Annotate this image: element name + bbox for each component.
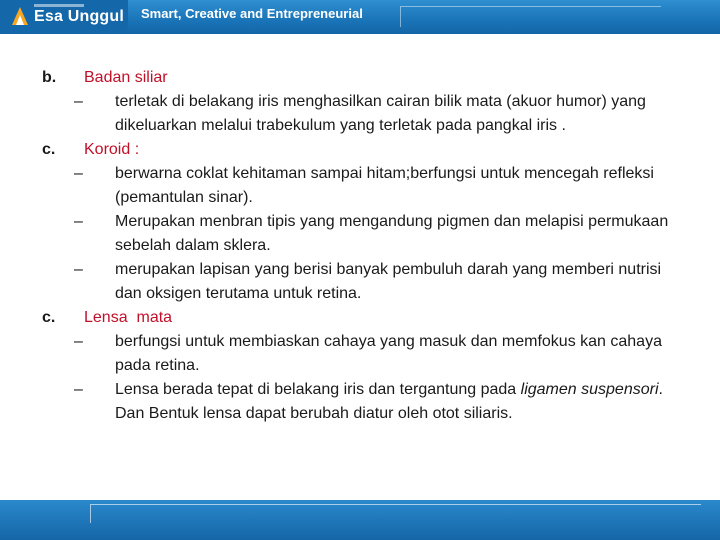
section-koroid <box>0 138 720 162</box>
dash-bullet: – <box>74 381 83 398</box>
header-decor-frame <box>400 6 661 27</box>
logo-subtitle-line <box>34 4 84 7</box>
list-item <box>0 210 720 258</box>
footer-decor-frame <box>90 504 701 523</box>
list-item <box>0 162 720 210</box>
section-label: b. <box>42 69 57 86</box>
logo <box>0 0 128 34</box>
list-item-text-part: . Dan Bentuk lensa dapat berubah diatur oleh otot siliaris. <box>115 381 663 422</box>
list-item-text <box>115 378 680 426</box>
section-heading: Lensa mata <box>84 309 173 326</box>
university-logo-icon <box>10 5 30 27</box>
section-heading: Koroid : <box>84 141 140 158</box>
list-item-text: berwarna coklat kehitaman sampai hitam;berfungsi untuk mencegah refleksi (pemantulan sinar). <box>115 165 654 206</box>
section-lensa-mata <box>0 306 720 330</box>
list-item <box>0 330 720 378</box>
section-heading: Badan siliar <box>84 69 168 86</box>
list-item <box>0 258 720 306</box>
section-label: c. <box>42 309 56 326</box>
header-bar <box>0 0 720 34</box>
section-badan-siliar <box>0 66 720 90</box>
tagline: Smart, Creative and Entrepreneurial <box>141 6 363 21</box>
list-item-text-part: Lensa berada tepat di belakang iris dan tergantung pada <box>115 381 521 398</box>
dash-bullet: – <box>74 165 83 182</box>
list-item <box>0 378 720 426</box>
list-item-text: Merupakan menbran tipis yang mengandung pigmen dan melapisi permukaan sebelah dalam sklera. <box>115 213 669 254</box>
list-item-text: terletak di belakang iris menghasilkan cairan bilik mata (akuor humor) yang dikeluarkan melalui trabekulum yang terletak pada pangkal iris . <box>115 93 646 134</box>
list-item-text: berfungsi untuk membiaskan cahaya yang masuk dan memfokus kan cahaya pada retina. <box>115 333 662 374</box>
italic-term: ligamen suspensori <box>520 381 659 398</box>
dash-bullet: – <box>74 213 83 230</box>
dash-bullet: – <box>74 333 83 350</box>
dash-bullet: – <box>74 93 83 110</box>
list-item <box>0 90 720 138</box>
logo-text: Esa Unggul <box>34 8 125 25</box>
dash-bullet: – <box>74 261 83 278</box>
section-label: c. <box>42 141 56 158</box>
list-item-text: merupakan lapisan yang berisi banyak pembuluh darah yang memberi nutrisi dan oksigen terutama untuk retina. <box>115 261 662 302</box>
slide-content <box>0 66 720 426</box>
